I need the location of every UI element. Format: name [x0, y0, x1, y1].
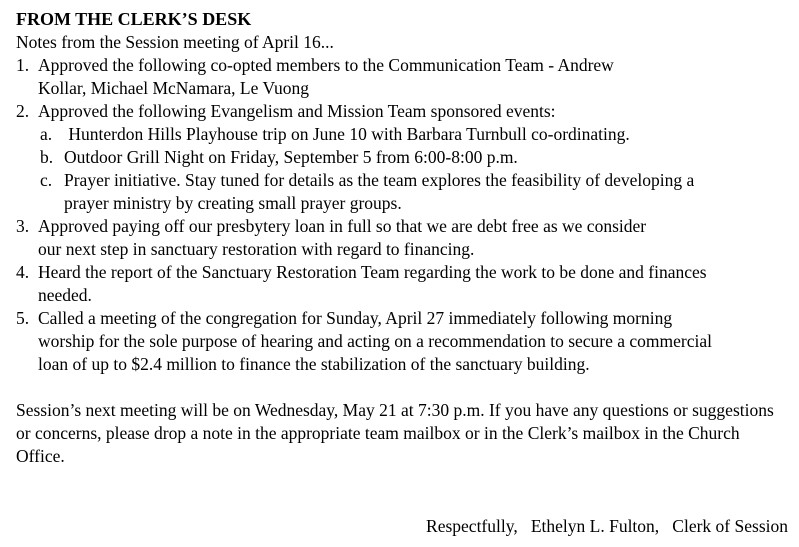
sub-item-letter: c.: [40, 170, 53, 190]
sub-item-text: Prayer initiative. Stay tuned for details as the team explores the feasibility of developing a prayer ministry by creating small prayer groups.: [64, 170, 695, 213]
list-item: [16, 100, 796, 215]
list-item: [16, 307, 730, 376]
list-item: [16, 261, 728, 307]
item-number: 1.: [16, 55, 30, 75]
sub-list-item: [38, 146, 796, 169]
sub-item-text: Hunterdon Hills Playhouse trip on June 10 with Barbara Turnbull co-ordinating.: [64, 124, 630, 144]
item-number: 2.: [16, 101, 30, 121]
sub-item-text: Outdoor Grill Night on Friday, September 5 from 6:00-8:00 p.m.: [64, 147, 518, 167]
item-number: 4.: [16, 262, 30, 282]
list-item: [16, 215, 670, 261]
clerks-desk-article: [16, 8, 796, 468]
intro-line: Notes from the Session meeting of April 16...: [16, 32, 334, 52]
signature-line: Respectfully, Ethelyn L. Fulton, Clerk of Session: [426, 516, 788, 536]
event-sublist: [38, 123, 796, 215]
item-number: 3.: [16, 216, 30, 236]
article-heading: FROM THE CLERK’S DESK: [16, 9, 252, 29]
item-text: Approved paying off our presbytery loan in full so that we are debt free as we consider our next step in sanctuary restoration with regard to financing.: [38, 216, 647, 259]
item-text: Approved the following Evangelism and Mission Team sponsored events:: [38, 101, 556, 121]
item-text: Heard the report of the Sanctuary Restoration Team regarding the work to be done and finances needed.: [38, 262, 707, 305]
closing-paragraph: Session’s next meeting will be on Wednesday, May 21 at 7:30 p.m. If you have any questions or suggestions or concerns, please drop a note in the appropriate team mailbox or in the Clerk’s mailbox in the Church Office.: [16, 400, 774, 466]
sub-list-item: [38, 169, 714, 215]
item-text: Approved the following co-opted members to the Communication Team - Andrew Kollar, Michael McNamara, Le Vuong: [38, 55, 614, 98]
item-number: 5.: [16, 308, 30, 328]
list-item: [16, 54, 666, 100]
sub-item-letter: a.: [40, 124, 53, 144]
item-text: Called a meeting of the congregation for Sunday, April 27 immediately following morning worship for the sole purpose of hearing and acting on a recommendation to secure a commercial loan of up to $2.4 million to finance the stabilization of the sanctuary building.: [38, 308, 712, 374]
sub-item-letter: b.: [40, 147, 54, 167]
sub-list-item: [38, 123, 796, 146]
session-notes-list: [16, 54, 796, 376]
